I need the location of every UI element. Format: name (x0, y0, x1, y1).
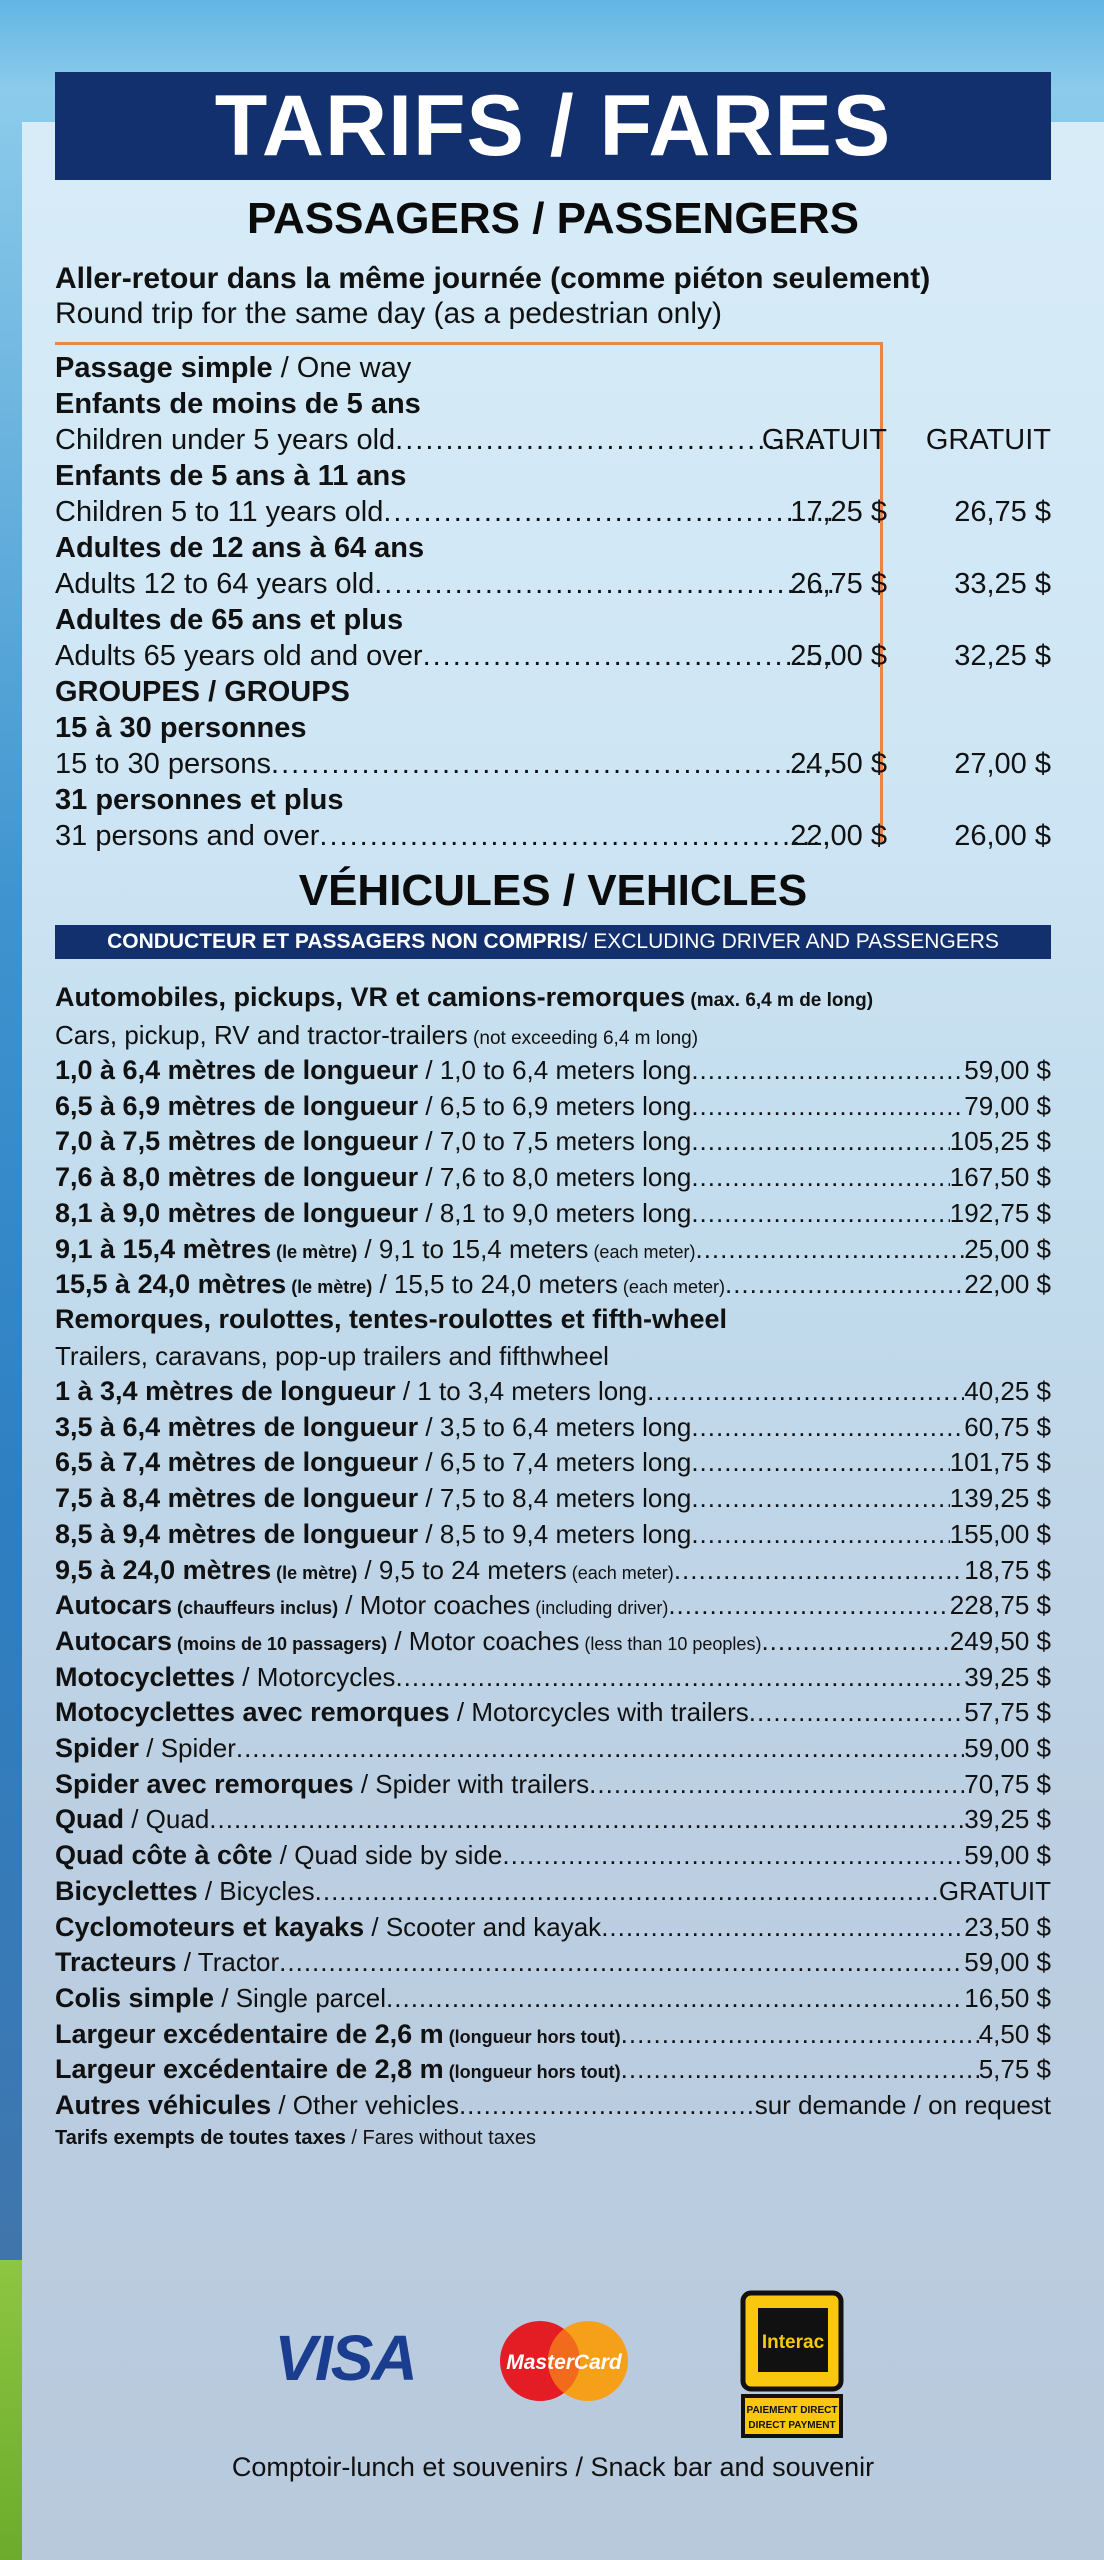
passenger-category-fr: 31 personnes et plus (55, 784, 344, 816)
vehicle-type-en: / Motorcycles (235, 1661, 396, 1692)
vehicle-label (55, 1376, 647, 1410)
vehicle-price: sur demande / on request (754, 2090, 1051, 2120)
round-trip-price: 33,25 $ (954, 568, 1051, 600)
vehicle-type-fr: 1 à 3,4 mètres de longueur (55, 1376, 396, 1406)
vehicle-fare-row (55, 1733, 1051, 1767)
vehicle-label (55, 1126, 691, 1160)
vehicle-price: 22,00 $ (964, 1269, 1051, 1300)
vehicle-type-fr: Largeur excédentaire de 2,6 m (55, 2018, 444, 2049)
passenger-category-en: 15 to 30 persons (55, 748, 272, 780)
vehicle-note-en: (each meter) (566, 1562, 674, 1583)
vehicle-fare-row (55, 1840, 1051, 1874)
vehicle-type-en: / 1,0 to 6,4 meters long (418, 1055, 692, 1085)
vehicle-type-fr: 7,6 à 8,0 mètres de longueur (55, 1162, 419, 1193)
vehicle-type-en: / 6,5 to 6,9 meters long (418, 1090, 692, 1121)
vehicle-type-en: / Motor coaches (338, 1590, 531, 1621)
vehicle-price: 59,00 $ (964, 1733, 1051, 1763)
vehicle-label (55, 1947, 279, 1981)
vehicle-label (55, 1983, 386, 2017)
mastercard-logo (495, 2318, 633, 2404)
vehicle-type-fr: 7,0 à 7,5 mètres de longueur (55, 1126, 419, 1157)
vehicle-label (55, 1519, 691, 1553)
vehicle-label (55, 2054, 621, 2088)
vehicle-fare-row (55, 1912, 1051, 1946)
vehicle-label (55, 1590, 668, 1624)
dot-leader (691, 1412, 964, 1446)
vehicle-type-en: / 7,0 to 7,5 meters long (418, 1126, 692, 1157)
vehicle-label (55, 1769, 589, 1803)
passenger-fare-row (55, 424, 1051, 460)
vehicle-type-fr: Largeur excédentaire de 2,8 m (55, 2054, 444, 2085)
one-way-price: 17,25 $ (790, 496, 887, 528)
one-way-label: Passage simple / One way (55, 352, 412, 384)
vehicle-type-fr: 1,0 à 6,4 mètres de longueur (55, 1055, 419, 1085)
dot-leader (691, 1162, 949, 1196)
dot-leader (601, 1912, 964, 1946)
vehicle-fare-row (55, 2090, 1051, 2124)
vehicle-fare-row (55, 1055, 1051, 1089)
vehicle-type-fr: Autocars (55, 1625, 173, 1656)
vehicle-price: 59,00 $ (964, 1055, 1051, 1085)
vehicle-label (55, 1412, 691, 1446)
vehicle-price: 23,50 $ (964, 1911, 1051, 1942)
vehicle-fare-row (55, 1269, 1051, 1303)
vehicle-fare-row (55, 1662, 1051, 1696)
vehicle-fare-row (55, 1198, 1051, 1232)
vehicle-type-fr: Autres véhicules (55, 2090, 272, 2120)
passenger-category-en: Children 5 to 11 years old (55, 496, 384, 528)
vehicle-label (55, 1733, 236, 1767)
vehicle-type-fr: 7,5 à 8,4 mètres de longueur (55, 1483, 419, 1514)
vehicle-type-fr: 3,5 à 6,4 mètres de longueur (55, 1411, 419, 1442)
vehicle-price: 167,50 $ (949, 1162, 1051, 1193)
vehicle-fare-row (55, 1947, 1051, 1981)
vehicle-note-en: (each meter) (588, 1241, 696, 1262)
vehicle-type-fr: Colis simple (55, 1982, 215, 2013)
vehicle-type-en: / Spider (139, 1733, 236, 1763)
vehicle-type-fr: Autocars (55, 1590, 173, 1621)
vehicle-type-fr: Quad (55, 1804, 125, 1835)
vehicle-label (55, 1483, 691, 1517)
vehicle-type-fr: 6,5 à 6,9 mètres de longueur (55, 1090, 419, 1121)
vehicle-price: 155,00 $ (949, 1518, 1051, 1549)
vehicle-price: 101,75 $ (949, 1447, 1051, 1478)
vehicle-type-en: / 7,6 to 8,0 meters long (418, 1162, 692, 1193)
round-trip-subtitle-en: Round trip for the same day (as a pedestrian only) (55, 297, 723, 330)
vehicle-price: 39,25 $ (964, 1661, 1051, 1692)
vehicle-fare-row (55, 1804, 1051, 1838)
groups-heading: GROUPES / GROUPS (55, 676, 350, 708)
dot-leader (621, 2019, 979, 2053)
cars-heading: Automobiles, pickups, VR et camions-remorques (max. 6,4 m de long) (55, 982, 874, 1012)
vehicle-note-fr: (longueur hors tout) (443, 2062, 621, 2083)
one-way-price: 25,00 $ (790, 640, 887, 672)
vehicle-label (55, 1091, 691, 1125)
vehicle-type-fr: 8,5 à 9,4 mètres de longueur (55, 1518, 419, 1549)
vehicle-price: 18,75 $ (964, 1554, 1051, 1585)
passenger-category-en: Adults 65 years old and over (55, 640, 423, 672)
vehicle-note-en: (including driver) (530, 1598, 669, 1619)
vehicle-type-fr: 6,5 à 7,4 mètres de longueur (55, 1447, 419, 1478)
vehicle-fare-row (55, 1769, 1051, 1803)
dot-leader (271, 748, 835, 781)
vehicle-label (55, 1555, 674, 1589)
trailers-subheading: Trailers, caravans, pop-up trailers and fifthwheel (55, 1341, 609, 1371)
vehicle-fare-row (55, 2019, 1051, 2053)
vehicle-price: 70,75 $ (964, 1768, 1051, 1799)
round-trip-price: 26,00 $ (954, 820, 1051, 852)
vehicle-type-en: / 7,5 to 8,4 meters long (418, 1483, 692, 1514)
dot-leader (621, 2054, 979, 2088)
dot-leader (691, 1198, 949, 1232)
dot-leader (315, 1876, 939, 1910)
dot-leader (691, 1055, 964, 1089)
vehicle-type-en: / 6,5 to 7,4 meters long (418, 1447, 692, 1478)
vehicle-price: 105,25 $ (949, 1126, 1051, 1157)
fare-description (55, 640, 835, 673)
vehicle-price: GRATUIT (938, 1875, 1051, 1906)
vehicle-type-fr: Tracteurs (55, 1947, 177, 1978)
title-banner (55, 72, 1051, 180)
vehicle-fare-row (55, 1483, 1051, 1517)
vehicle-type-en: / 8,1 to 9,0 meters long (418, 1197, 692, 1228)
vehicle-type-fr: Quad côte à côte (55, 1840, 273, 1871)
round-trip-price: 26,75 $ (954, 496, 1051, 528)
vehicle-type-en: / Spider with trailers (353, 1768, 590, 1799)
svg-text:MasterCard: MasterCard (506, 2351, 622, 2374)
vehicle-type-en: / Bicycles (197, 1875, 315, 1906)
passenger-category-fr: Adultes de 65 ans et plus (55, 604, 404, 636)
dot-leader (502, 1840, 964, 1874)
vehicle-fare-row (55, 1412, 1051, 1446)
vehicle-type-en: / Motorcycles with trailers (449, 1697, 749, 1728)
vehicle-label (55, 1662, 395, 1696)
page-title: TARIFS / FARES (214, 77, 892, 174)
snack-bar-note: Comptoir-lunch et souvenirs / Snack bar and souvenir (231, 2452, 875, 2482)
passenger-fare-row (55, 748, 1051, 784)
fare-description (55, 820, 835, 853)
vehicle-price: 4,50 $ (978, 2018, 1051, 2049)
vehicle-price: 40,25 $ (964, 1376, 1051, 1406)
dot-leader (459, 2090, 755, 2124)
vehicle-type-en: / 9,5 to 24 meters (357, 1554, 567, 1585)
vehicle-fare-row (55, 1626, 1051, 1660)
passenger-fare-row (55, 496, 1051, 532)
svg-text:DIRECT PAYMENT: DIRECT PAYMENT (748, 2420, 836, 2431)
vehicle-type-en: / Quad (124, 1804, 210, 1835)
vehicle-type-fr: 9,1 à 15,4 mètres (55, 1233, 272, 1264)
dot-leader (691, 1091, 964, 1125)
vehicle-price: 228,75 $ (949, 1590, 1051, 1621)
fare-description (55, 568, 835, 601)
vehicle-note-fr: (chauffeurs inclus) (172, 1598, 339, 1619)
vehicle-price: 79,00 $ (964, 1090, 1051, 1121)
dot-leader (725, 1269, 964, 1303)
vehicle-fare-row (55, 1876, 1051, 1910)
dot-leader (749, 1697, 965, 1731)
vehicle-type-en: / 1 to 3,4 meters long (395, 1376, 648, 1406)
vehicle-fare-row (55, 1376, 1051, 1410)
passenger-fare-row (55, 820, 1051, 856)
interac-logo (740, 2290, 844, 2440)
vehicle-fare-row (55, 1590, 1051, 1624)
vehicle-type-en: / 15,5 to 24,0 meters (372, 1269, 618, 1300)
passenger-category-fr: Enfants de moins de 5 ans (55, 388, 421, 420)
passenger-category-fr: Enfants de 5 ans à 11 ans (55, 460, 407, 492)
vehicle-type-fr: 9,5 à 24,0 mètres (55, 1554, 272, 1585)
vehicle-fare-row (55, 1126, 1051, 1160)
passenger-fare-row (55, 640, 1051, 676)
vehicle-label (55, 1840, 502, 1874)
vehicle-label (55, 1055, 691, 1089)
vehicle-label (55, 1269, 725, 1303)
vehicle-type-en: / Tractor (176, 1947, 280, 1978)
vehicle-price: 192,75 $ (949, 1197, 1051, 1228)
dot-leader (674, 1555, 964, 1589)
dot-leader (691, 1483, 949, 1517)
dot-leader (279, 1947, 964, 1981)
vehicle-label (55, 1912, 601, 1946)
vehicle-type-en: / Quad side by side (272, 1840, 503, 1871)
vehicle-note-fr: (le mètre) (271, 1562, 358, 1583)
passenger-category-en: 31 persons and over (55, 820, 320, 852)
fare-description (55, 748, 835, 781)
vehicle-type-fr: Spider (55, 1733, 140, 1763)
vehicle-fare-row (55, 1447, 1051, 1481)
vehicle-fare-row (55, 1519, 1051, 1553)
dot-leader (395, 1662, 964, 1696)
svg-text:Interac: Interac (761, 2332, 825, 2353)
dot-leader (695, 1234, 964, 1268)
vehicle-fare-row (55, 1091, 1051, 1125)
visa-logo: VISA (274, 2322, 416, 2394)
passenger-category-en: Adults 12 to 64 years old (55, 568, 375, 600)
dot-leader (209, 1804, 964, 1838)
vehicles-excluding-bar: CONDUCTEUR ET PASSAGERS NON COMPRIS / EXCLUDING DRIVER AND PASSENGERS (55, 925, 1051, 959)
vehicle-type-fr: 15,5 à 24,0 mètres (55, 1269, 287, 1300)
one-way-price: 22,00 $ (790, 820, 887, 852)
vehicle-label (55, 2090, 459, 2124)
vehicles-heading: VÉHICULES / VEHICLES (298, 866, 808, 915)
dot-leader (691, 1447, 949, 1481)
vehicle-type-fr: 8,1 à 9,0 mètres de longueur (55, 1197, 419, 1228)
cars-subheading: Cars, pickup, RV and tractor-trailers (not exceeding 6,4 m long) (55, 1020, 699, 1050)
one-way-price: GRATUIT (761, 424, 887, 456)
round-trip-price: 32,25 $ (954, 640, 1051, 672)
vehicle-note-fr: (longueur hors tout) (443, 2026, 621, 2047)
vehicle-fare-row (55, 1697, 1051, 1731)
vehicle-price: 249,50 $ (949, 1625, 1051, 1656)
vehicle-fare-row (55, 1234, 1051, 1268)
one-way-price: 26,75 $ (790, 568, 887, 600)
vehicle-type-en: / Scooter and kayak (364, 1911, 602, 1942)
vehicle-note-fr: (le mètre) (286, 1277, 373, 1298)
passengers-heading: PASSAGERS / PASSENGERS (246, 194, 860, 243)
dot-leader (647, 1376, 964, 1410)
vehicle-label (55, 1804, 209, 1838)
vehicle-label (55, 1447, 691, 1481)
dot-leader (386, 1983, 964, 2017)
round-trip-subtitle-fr: Aller-retour dans la même journée (comme piéton seulement) (55, 262, 931, 295)
vehicle-fare-row (55, 1983, 1051, 2017)
vehicle-type-fr: Motocyclettes avec remorques (55, 1697, 450, 1728)
vehicle-fare-row (55, 1162, 1051, 1196)
vehicle-type-fr: Cyclomoteurs et kayaks (55, 1911, 365, 1942)
vehicle-label (55, 2019, 621, 2053)
fare-description (55, 496, 835, 529)
vehicle-price: 139,25 $ (949, 1483, 1051, 1514)
fare-description (55, 424, 835, 457)
one-way-price: 24,50 $ (790, 748, 887, 780)
vehicle-type-fr: Bicyclettes (55, 1875, 198, 1906)
vehicle-type-en: / Single parcel (214, 1982, 387, 2013)
vehicle-type-fr: Motocyclettes (55, 1661, 236, 1692)
svg-text:PAIEMENT DIRECT: PAIEMENT DIRECT (746, 2405, 838, 2416)
passenger-category-fr: 15 à 30 personnes (55, 712, 307, 744)
round-trip-price: GRATUIT (925, 424, 1051, 456)
vehicle-price: 59,00 $ (964, 1840, 1051, 1871)
vehicle-note-fr: (le mètre) (271, 1241, 358, 1262)
vehicle-note-en: (each meter) (617, 1277, 725, 1298)
vehicle-fare-row (55, 1555, 1051, 1589)
vehicle-label (55, 1234, 695, 1268)
vehicle-label (55, 1626, 761, 1660)
dot-leader (691, 1126, 949, 1160)
orange-top-rule (55, 342, 882, 345)
trailers-heading: Remorques, roulottes, tentes-roulottes et fifth-wheel (55, 1304, 728, 1334)
dot-leader (691, 1519, 949, 1553)
dot-leader (236, 1733, 964, 1767)
vehicle-label (55, 1162, 691, 1196)
dot-leader (668, 1590, 949, 1624)
green-edge-strip (0, 2260, 22, 2560)
passenger-fare-row (55, 568, 1051, 604)
vehicle-price: 39,25 $ (964, 1804, 1051, 1835)
vehicle-type-en: / 9,1 to 15,4 meters (357, 1233, 589, 1264)
vehicle-type-en: / 8,5 to 9,4 meters long (418, 1518, 692, 1549)
tax-footnote: Tarifs exempts de toutes taxes / Fares without taxes (55, 2127, 536, 2149)
vehicle-price: 16,50 $ (964, 1982, 1051, 2013)
vehicle-price: 59,00 $ (964, 1947, 1051, 1978)
vehicle-price: 60,75 $ (964, 1411, 1051, 1442)
dot-leader (761, 1626, 949, 1660)
vehicle-label (55, 1876, 315, 1910)
dot-leader (589, 1769, 964, 1803)
passenger-category-fr: Adultes de 12 ans à 64 ans (55, 532, 425, 564)
vehicle-price: 25,00 $ (964, 1233, 1051, 1264)
vehicle-price: 5,75 $ (978, 2054, 1051, 2085)
vehicle-note-fr: (moins de 10 passagers) (172, 1633, 388, 1654)
vehicle-type-fr: Spider avec remorques (55, 1768, 354, 1799)
vehicle-type-en: / 3,5 to 6,4 meters long (418, 1411, 692, 1442)
vehicle-type-en: / Other vehicles (271, 2090, 459, 2120)
vehicle-price: 57,75 $ (964, 1697, 1051, 1728)
vehicle-note-en: (less than 10 peoples) (579, 1633, 762, 1654)
passenger-category-en: Children under 5 years old (55, 424, 396, 456)
vehicle-label (55, 1198, 691, 1232)
vehicle-fare-row (55, 2054, 1051, 2088)
round-trip-price: 27,00 $ (954, 748, 1051, 780)
vehicle-type-en: / Motor coaches (387, 1625, 580, 1656)
vehicle-label (55, 1697, 749, 1731)
